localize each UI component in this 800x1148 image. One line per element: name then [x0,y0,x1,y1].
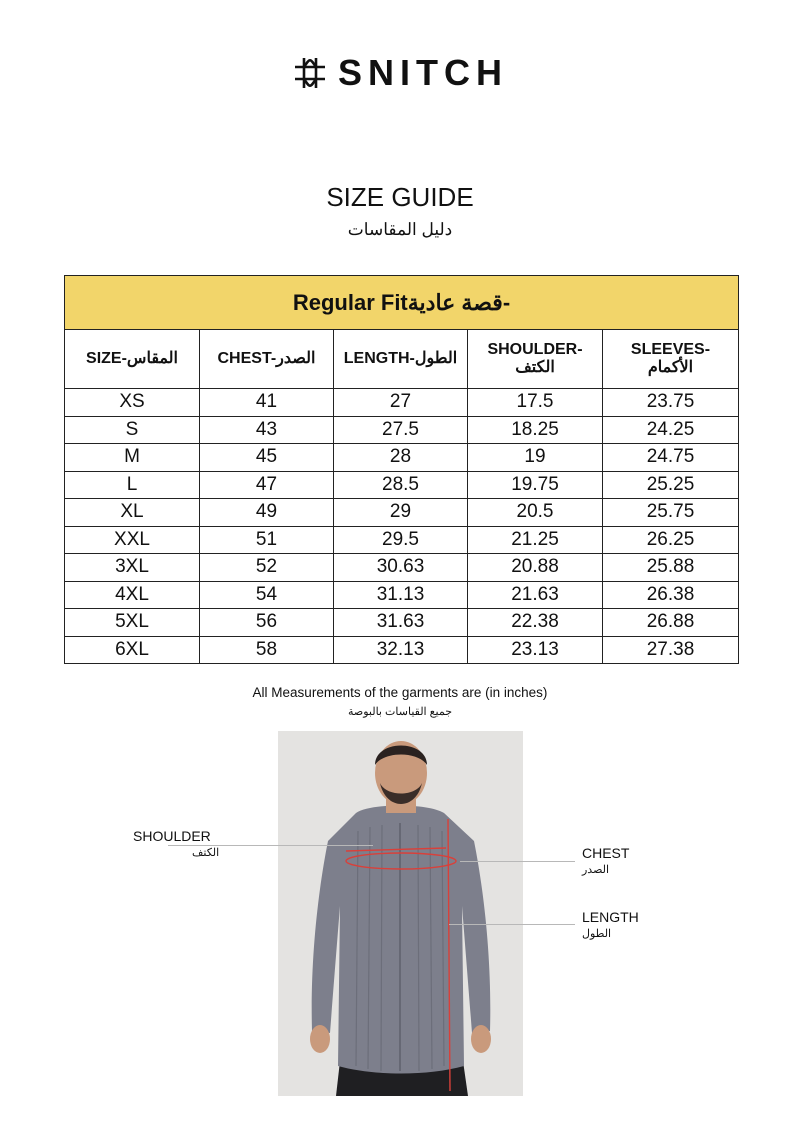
length-header [334,330,468,389]
length-guide-line [449,924,575,925]
chest-header [200,330,334,389]
sleeves-cell: 24.25 [603,416,739,444]
chest-cell: 52 [200,554,334,582]
length-cell: 29 [334,499,468,527]
size-cell: 5XL [65,609,200,637]
size-cell: L [65,471,200,499]
page-title-arabic: دليل المقاسات [347,220,453,239]
sleeves-cell: 25.25 [603,471,739,499]
size-table [64,275,739,664]
sleeves-cell: 23.75 [603,389,739,417]
length-cell: 28.5 [334,471,468,499]
fit-label: Regular Fitقصة عادية- [65,276,739,330]
shoulder-cell: 22.38 [468,609,603,637]
model-illustration [278,731,523,1096]
table-row [65,471,739,499]
header-line-1: SHOULDER- [487,341,583,358]
chest-cell: 41 [200,389,334,417]
shoulder-cell: 23.13 [468,636,603,664]
size-cell: S [65,416,200,444]
sleeves-cell: 26.25 [603,526,739,554]
chest-guide-line [460,861,575,862]
sleeves-cell: 26.88 [603,609,739,637]
size-cell: 6XL [65,636,200,664]
sleeves-cell: 24.75 [603,444,739,472]
header-line-1: SIZE-المقاس [86,350,178,367]
table-row [65,526,739,554]
length-label: LENGTH [582,909,639,925]
column-header-row [65,330,739,389]
chest-label-arabic: الصدر [582,864,610,876]
chest-cell: 47 [200,471,334,499]
chest-cell: 54 [200,581,334,609]
length-cell: 30.63 [334,554,468,582]
shoulder-label: SHOULDER [133,828,211,844]
length-cell: 27.5 [334,416,468,444]
length-cell: 29.5 [334,526,468,554]
shoulder-cell: 21.25 [468,526,603,554]
length-cell: 31.63 [334,609,468,637]
sleeves-cell: 26.38 [603,581,739,609]
shoulder-cell: 19 [468,444,603,472]
shoulder-cell: 20.88 [468,554,603,582]
size-cell: M [65,444,200,472]
size-table-body [65,389,739,664]
size-cell: 4XL [65,581,200,609]
chest-cell: 58 [200,636,334,664]
brand-name: SNITCH [338,52,508,93]
length-cell: 28 [334,444,468,472]
shoulder-cell: 20.5 [468,499,603,527]
shoulder-header [468,330,603,389]
shoulder-label-arabic: الكتف [192,847,220,859]
header-line-2: الأكمام [647,359,694,376]
length-cell: 27 [334,389,468,417]
table-row [65,444,739,472]
model-photo [278,731,523,1096]
shoulder-cell: 19.75 [468,471,603,499]
table-row [65,499,739,527]
chest-cell: 56 [200,609,334,637]
chest-cell: 51 [200,526,334,554]
length-cell: 32.13 [334,636,468,664]
shoulder-cell: 17.5 [468,389,603,417]
sleeves-cell: 25.75 [603,499,739,527]
sleeves-header [603,330,739,389]
chest-cell: 45 [200,444,334,472]
length-cell: 31.13 [334,581,468,609]
measurement-note-arabic: جميع القياسات بالبوصة [347,706,453,718]
table-row [65,609,739,637]
header-line-1: SLEEVES- [630,341,711,358]
measurement-note: All Measurements of the garments are (in inches) [252,685,548,700]
fit-header-row [65,276,739,330]
shoulder-cell: 18.25 [468,416,603,444]
header-line-1: CHEST-الصدر [217,350,316,367]
size-cell: XS [65,389,200,417]
header-line-2: الكتف [515,359,555,376]
size-cell: XL [65,499,200,527]
size-header [65,330,200,389]
table-row [65,581,739,609]
length-label-arabic: الطول [582,928,612,940]
shoulder-cell: 21.63 [468,581,603,609]
brand-logo [0,52,800,94]
hash-knot-logo-icon [292,55,328,91]
table-row [65,389,739,417]
chest-cell: 49 [200,499,334,527]
size-cell: 3XL [65,554,200,582]
table-row [65,416,739,444]
size-cell: XXL [65,526,200,554]
sleeves-cell: 25.88 [603,554,739,582]
chest-cell: 43 [200,416,334,444]
page-title: SIZE GUIDE [326,182,474,212]
table-row [65,636,739,664]
table-row [65,554,739,582]
header-line-1: LENGTH-الطول [343,350,458,367]
chest-label: CHEST [582,845,630,861]
sleeves-cell: 27.38 [603,636,739,664]
